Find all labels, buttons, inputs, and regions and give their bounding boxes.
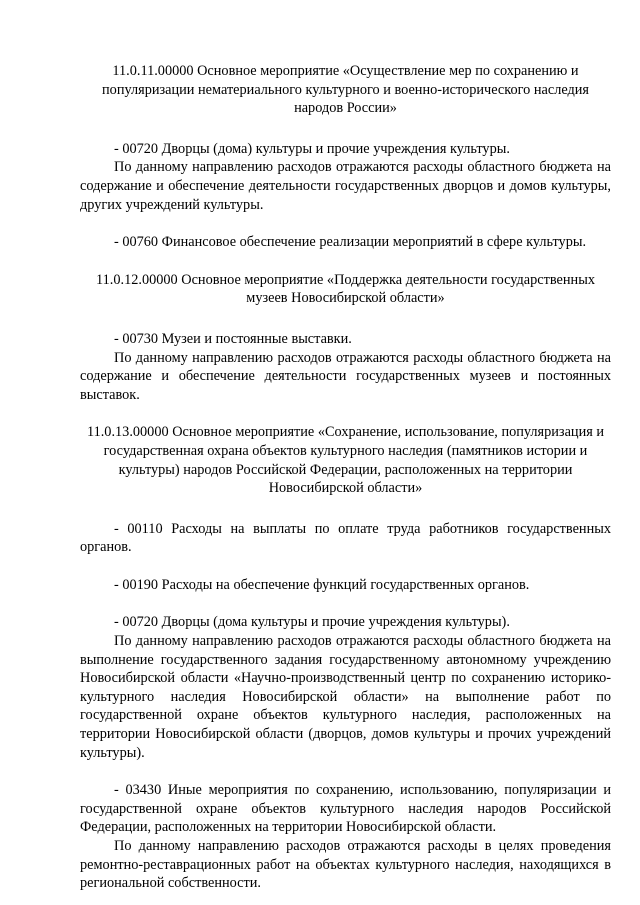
spacer (80, 594, 611, 613)
expense-code-line: - 00110 Расходы на выплаты по оплате труда работников государственных органов. (80, 520, 611, 556)
expense-description: По данному направлению расходов отражаются расходы областного бюджета на выполнение государственного задания государственному автономному учреждению Новосибирской области «Научно-производственный центр по сохранению историко-культурного наследия Новосибирской области» на выполнение работ по государственной охране объектов культурного наследия, расположенных на территории Новосибирской области (дворцов, домов культуры и прочих учреждений культуры). (80, 633, 611, 761)
section-heading: 11.0.12.00000 Основное мероприятие «Поддержка деятельности государственных музеев Новосибирской области» (96, 271, 595, 307)
spacer (80, 557, 611, 576)
expense-description: По данному направлению расходов отражаются расходы в целях проведения ремонтно-реставрационных работ на объектах культурного наследия, находящихся в региональной собственности. (80, 838, 611, 892)
expense-description: По данному направлению расходов отражаются расходы областного бюджета на содержание и обеспечение деятельности государственных дворцов и домов культуры, других учреждений культуры. (80, 159, 611, 213)
spacer (80, 404, 611, 423)
spacer (80, 252, 611, 271)
section-heading: 11.0.11.00000 Основное мероприятие «Осуществление мер по сохранению и популяризации нематериального культурного и военно-исторического наследия народов России» (102, 63, 589, 117)
expense-code-line: - 00730 Музеи и постоянные выставки. (114, 330, 352, 347)
spacer (80, 214, 611, 233)
expense-code-line: - 03430 Иные мероприятия по сохранению, использованию, популяризации и государственной охране объектов культурного наследия народов Российской Федерации, расположенных на территории Новосибирской области. (80, 782, 611, 836)
spacer (80, 118, 611, 140)
spacer (80, 498, 611, 520)
section-heading: 11.0.13.00000 Основное мероприятие «Сохранение, использование, популяризация и государственная охрана объектов культурного наследия (памятников истории и культуры) народов Российской Федерации, расположенных на территории Новосибирской области» (86, 424, 605, 497)
expense-code-line: - 00190 Расходы на обеспечение функций государственных органов. (114, 576, 530, 593)
expense-description: По данному направлению расходов отражаются расходы областного бюджета на содержание и обеспечение деятельности государственных музеев и постоянных выставок. (80, 349, 611, 403)
expense-code-line: - 00720 Дворцы (дома) культуры и прочие учреждения культуры. (114, 140, 510, 157)
expense-code-line: - 00760 Финансовое обеспечение реализации мероприятий в сфере культуры. (114, 234, 587, 251)
spacer (80, 762, 611, 781)
spacer (80, 308, 611, 330)
expense-code-line: - 00720 Дворцы (дома культуры и прочие учреждения культуры). (114, 614, 510, 631)
